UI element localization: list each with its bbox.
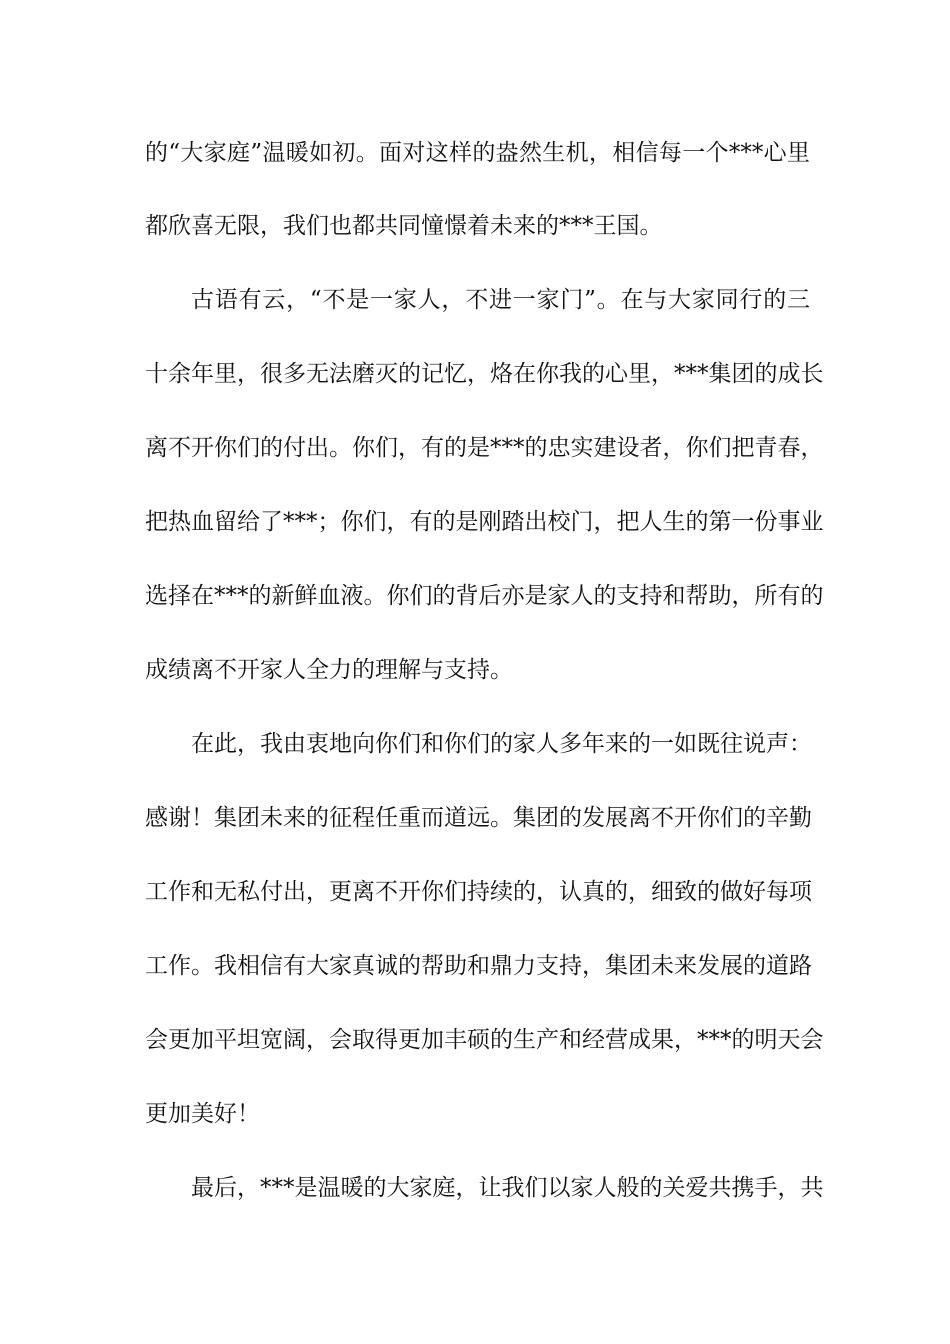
text-line: 都欣喜无限，我们也都共同憧憬着未来的***王国。 [145, 213, 663, 239]
text-line: 十余年里，很多无法磨灭的记忆，烙在你我的心里，***集团的成长 [145, 361, 824, 387]
text-line: 感谢！集团未来的征程任重而道远。集团的发展离不开你们的辛勤 [145, 805, 812, 831]
text-line: 工作和无私付出，更离不开你们持续的，认真的，细致的做好每项 [145, 879, 812, 905]
text-line: 把热血留给了***；你们，有的是刚踏出校门，把人生的第一份事业 [145, 509, 824, 535]
text-line: 选择在***的新鲜血液。你们的背后亦是家人的支持和帮助，所有的 [145, 583, 824, 609]
text-line: 成绩离不开家人全力的理解与支持。 [145, 657, 513, 683]
text-line: 更加美好！ [145, 1101, 260, 1127]
text-line: 会更加平坦宽阔，会取得更加丰硕的生产和经营成果，***的明天会 [145, 1027, 824, 1053]
text-line: 工作。我相信有大家真诚的帮助和鼎力支持，集团未来发展的道路 [145, 953, 812, 979]
paragraph-first-line: 在此，我由衷地向你们和你们的家人多年来的一如既往说声： [191, 731, 812, 757]
text-line: 离不开你们的付出。你们，有的是***的忠实建设者，你们把青春， [145, 435, 824, 461]
text-line: 的“大家庭”温暖如初。面对这样的盎然生机，相信每一个***心里 [145, 140, 810, 166]
paragraph-first-line: 古语有云，“不是一家人，不进一家门”。在与大家同行的三 [191, 287, 810, 313]
paragraph-first-line: 最后，***是温暖的大家庭，让我们以家人般的关爱共携手，共 [191, 1175, 824, 1201]
